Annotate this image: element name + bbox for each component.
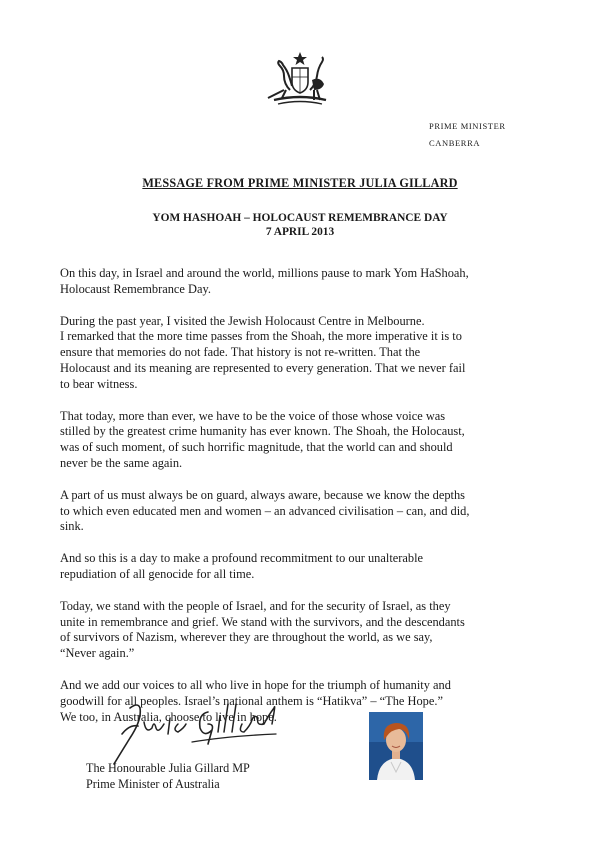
body-line: A part of us must always be on guard, always aware, because we know the depths — [60, 487, 465, 502]
message-body — [60, 266, 560, 741]
body-line: Holocaust and its meaning are represented to every generation. That we never fail — [60, 360, 466, 375]
body-line: repudiation of all genocide for all time. — [60, 566, 255, 581]
office-line-prime-minister: PRIME MINISTER — [429, 121, 506, 131]
coat-of-arms-emblem — [262, 50, 338, 108]
message-subtitle — [0, 211, 600, 239]
subtitle-date: 7 APRIL 2013 — [265, 226, 335, 238]
body-line: During the past year, I visited the Jewish Holocaust Centre in Melbourne. — [60, 313, 425, 328]
signoff-name: The Honourable Julia Gillard MP — [86, 761, 250, 775]
body-line: was of such moment, of such horrific magnitude, that the world can and should — [60, 440, 453, 455]
handwritten-signature — [108, 694, 288, 766]
body-line: Today, we stand with the people of Israel, and for the security of Israel, as they — [60, 598, 451, 613]
body-line: of survivors of Nazism, wherever they are throughout the world, as we say, — [60, 630, 433, 645]
body-line: We too, in Australia, choose to live in hope. — [60, 709, 277, 724]
body-paragraph — [60, 409, 560, 472]
body-paragraph — [60, 551, 560, 583]
signoff-role: Prime Minister of Australia — [86, 776, 220, 791]
body-line: goodwill for all peoples. Israel’s national anthem is “Hatikva” – “The Hope.” — [60, 693, 443, 708]
signoff-block — [86, 761, 250, 792]
body-line: never be the same again. — [60, 455, 183, 470]
office-line-canberra: CANBERRA — [429, 138, 481, 148]
body-line: That today, more than ever, we have to be the voice of those whose voice was — [60, 408, 446, 423]
body-line: ensure that memories do not fade. That history is not re-written. That the — [60, 345, 421, 360]
subtitle-occasion: YOM HASHOAH – HOLOCAUST REMEMBRANCE DAY — [152, 212, 448, 224]
message-title: MESSAGE FROM PRIME MINISTER JULIA GILLARD — [142, 176, 458, 190]
body-paragraph — [60, 599, 560, 662]
body-line: On this day, in Israel and around the world, millions pause to mark Yom HaShoah, — [60, 266, 469, 280]
body-line: Holocaust Remembrance Day. — [60, 281, 211, 296]
body-line: And so this is a day to make a profound recommitment to our unalterable — [60, 551, 424, 566]
office-address — [429, 118, 506, 152]
body-line: unite in remembrance and grief. We stand with the survivors, and the descendants — [60, 614, 465, 629]
body-paragraph — [60, 266, 560, 298]
body-line: “Never again.” — [60, 646, 135, 661]
body-paragraph — [60, 314, 560, 393]
body-line: sink. — [60, 519, 84, 534]
body-paragraph — [60, 488, 560, 535]
body-line: I remarked that the more time passes from the Shoah, the more imperative it is to — [60, 329, 462, 344]
body-line: to bear witness. — [60, 376, 138, 391]
body-line: to which even educated men and women – an advanced civilisation – can, and did, — [60, 503, 470, 518]
body-line: stilled by the greatest crime humanity has ever known. The Shoah, the Holocaust, — [60, 424, 465, 439]
body-line: And we add our voices to all who live in hope for the triumph of humanity and — [60, 677, 451, 692]
portrait-photo — [369, 712, 423, 780]
